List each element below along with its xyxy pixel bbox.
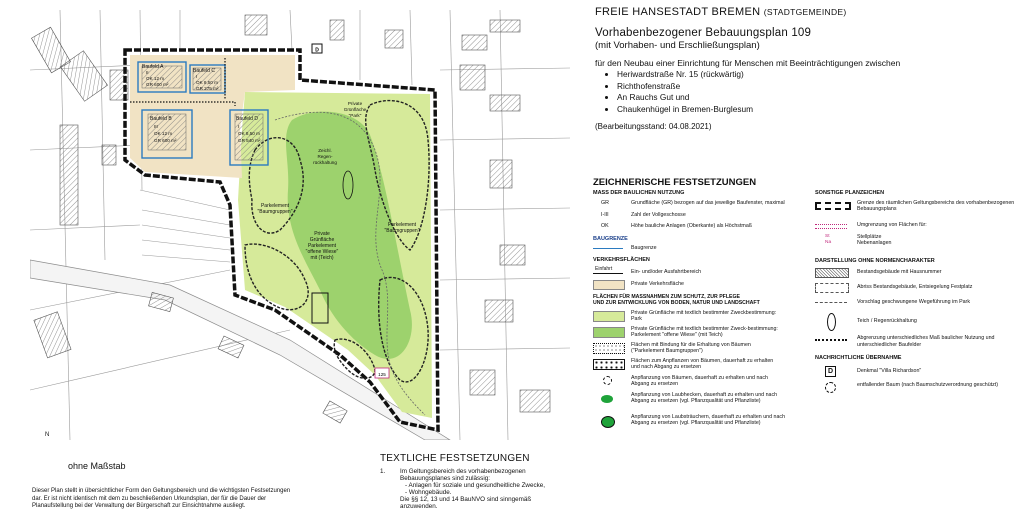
na-code: Na <box>825 240 832 246</box>
st-code: St <box>825 234 830 240</box>
pond-icon <box>827 313 836 331</box>
rain-label-3: rückhaltung <box>313 160 337 165</box>
umgrenzung-icon <box>815 224 847 229</box>
einfahrt-line-icon <box>593 273 623 274</box>
massnahmen-text-5: Anpflanzung von Bäumen, dauerhaft zu erhalten und nach Abgang zu ersetzen <box>631 375 768 388</box>
darstellung-text-1: Bestandsgebäude mit Hausnummer <box>857 269 942 276</box>
legend-right <box>815 190 1015 396</box>
baugrenze-text: Baugrenze <box>631 245 657 252</box>
existing-building-swatch <box>815 268 849 278</box>
sonstige-text-3: Stellplätze Nebenanlagen <box>857 234 892 247</box>
baugrenze-title: BAUGRENZE <box>593 236 628 243</box>
massnahmen-text-3: Flächen mit Bindung für die Erhaltung von Bäumen ("Parkelement Baumgruppen") <box>631 342 751 355</box>
footnote-line-3: Planaufstellung bei der Verwaltung der Bürgerschaft zur Einsichtnahme ausliegt. <box>32 503 246 509</box>
massnahmen-title <box>593 294 808 306</box>
path-icon <box>815 302 847 303</box>
denkmal-icon: D <box>825 366 836 377</box>
buildfield-c-title: Baufeld C <box>193 68 215 74</box>
sonstige-title: SONSTIGE PLANZEICHEN <box>815 190 885 196</box>
nachricht-text-2: entfallender Baum (nach Baumschutzverordnung geschützt) <box>857 381 999 388</box>
tree-binding-swatch <box>593 343 625 354</box>
city-name: FREIE HANSESTADT BREMEN <box>595 6 761 18</box>
text-rules-line-5: Die §§ 12, 13 und 14 BauNVO sind sinngemäß <box>400 496 532 503</box>
monument-letter: D <box>315 47 319 54</box>
park-element-right-2: "Baumgruppen" <box>384 228 420 234</box>
massnahmen-text-2: Private Grünfläche mit textlich bestimmter Zweck-bestimmung: Parkelement "offene Wiese" (mit Teich) <box>631 326 778 339</box>
buildfield-a-title: Baufeld A <box>142 64 164 70</box>
buildfield-d-line1: I <box>238 124 240 129</box>
footnote-line-1: Dieser Plan stellt in übersichtlicher Form den Geltungsbereich und die wichtigsten Festsetzungen <box>32 488 291 494</box>
buildfield-c-line2: OK 8,50 m <box>196 80 218 85</box>
street-list <box>595 69 1015 115</box>
status-text: (Bearbeitungsstand: 04.08.2021) <box>595 122 712 131</box>
private-traffic-swatch <box>593 280 625 290</box>
header-panel <box>595 6 1015 131</box>
meadow-label-2: Grünfläche <box>309 237 335 243</box>
meadow-swatch <box>593 327 625 338</box>
buildfield-c-line3: GR 275 m² <box>196 86 219 91</box>
sonstige-text-2: Umgrenzung von Flächen für: <box>857 222 927 229</box>
text-rules <box>380 468 580 510</box>
buildfield-b-line2: OK 12 m <box>154 131 173 136</box>
legend-left <box>593 190 808 432</box>
mass-code-ok: OK <box>601 223 609 230</box>
darstellung-text-2: Abriss Bestandsgebäude, Entsiegelung Festplatz <box>857 284 973 291</box>
mass-text-i-iii: Zahl der Vollgeschosse <box>631 212 686 219</box>
baugrenze-line-icon <box>593 248 623 249</box>
buildfield-d-line2: OK 8,50 m <box>238 131 260 136</box>
text-rules-line-2: Bebauungsplanes sind zulässig: <box>400 475 490 482</box>
text-rules-number: 1. <box>380 468 386 475</box>
plan-purpose: für den Neubau einer Einrichtung für Menschen mit Beeinträchtigungen zwischen <box>595 58 901 68</box>
meadow-label-3: Parkelement <box>307 243 337 249</box>
plan-title: Vorhabenbezogener Bebauungsplan 109 <box>595 27 812 39</box>
darstellung-title: DARSTELLUNG OHNE NORMENCHARAKTER <box>815 258 935 265</box>
einfahrt-label: Einfahrt <box>595 265 613 272</box>
tree-planting-icon <box>603 376 612 385</box>
street-item: • Richthofenstraße <box>617 81 1015 93</box>
text-rules-line-3: - Anlagen für soziale und gesundheitliche Zwecke, <box>405 482 546 489</box>
city-suffix: (STADTGEMEINDE) <box>763 7 847 17</box>
buildfield-a-line2: OK 12 m <box>146 76 165 81</box>
buildfield-d-line3: GR 540 m² <box>238 138 261 143</box>
park-label-3: "Park" <box>348 113 362 118</box>
tree-planting-area-swatch <box>593 359 625 370</box>
nachricht-text-1: Denkmal "Villa Richardson" <box>857 367 922 374</box>
hedge-icon <box>601 395 613 403</box>
massnahmen-text-1: Private Grünfläche mit textlich bestimmter Zweckbestimmung: Park <box>631 310 777 323</box>
massnahmen-text-6: Anpflanzung von Laubhecken, dauerhaft zu erhalten und nach Abgang zu ersetzen (vgl. Pflanzqualität und Pflanzliste) <box>631 392 778 405</box>
buildfield-b-line1: III <box>154 124 158 129</box>
massnahmen-text-4: Flächen zum Anpflanzen von Bäumen, dauerhaft zu erhalten und nach Abgang zu ersetzen <box>631 358 774 371</box>
park-element-left-label <box>258 203 293 215</box>
park-swatch <box>593 311 625 322</box>
text-rules-line-4: - Wohngebäude. <box>405 489 452 496</box>
park-label-2: Grünfläche <box>343 107 367 112</box>
use-boundary-icon <box>815 339 847 341</box>
site-plan-map <box>30 10 570 440</box>
street-item: • An Rauchs Gut und <box>617 92 1015 104</box>
buildfield-b-title: Baufeld B <box>150 116 172 122</box>
verkehr-title: VERKEHRSFLÄCHEN <box>593 257 650 264</box>
meadow-label-5: mit (Teich) <box>310 255 334 261</box>
buildfield-b-line3: GR 600 m² <box>154 138 177 143</box>
scale-text: ohne Maßstab <box>68 461 126 471</box>
rain-label-2: Regen- <box>317 154 333 159</box>
legend-title: ZEICHNERISCHE FESTSETZUNGEN <box>593 177 757 188</box>
footnote-line-2: dar. Er ist nicht identisch mit dem zu beschließenden Urkundsplan, der für die Dauer der <box>32 495 267 502</box>
massnahmen-text-7: Anpflanzung von Laubsträuchern, dauerhaft zu erhalten und nach Abgang zu ersetzen (vgl. Pflanzqualität und Pflanzliste) <box>631 414 786 427</box>
buildfield-a-line1: II <box>146 70 149 75</box>
private-traffic-text: Private Verkehrsfläche <box>631 280 684 287</box>
text-rules-line-1: Im Geltungsbereich des vorhabenbezogenen <box>400 468 526 475</box>
darstellung-text-3: Vorschlag geschwungene Wegeführung im Park <box>857 299 970 306</box>
demolition-swatch <box>815 283 849 293</box>
park-label-1: Private <box>347 101 363 106</box>
mass-code-gr: GR <box>601 200 609 207</box>
rain-label-1: Zeichl. <box>318 148 332 153</box>
street-item: • Heriwardstraße Nr. 15 (rückwärtig) <box>617 69 1015 81</box>
footnote <box>32 488 372 511</box>
removed-tree-icon <box>825 382 836 393</box>
plan-subtitle: (mit Vorhaben- und Erschließungsplan) <box>595 40 760 51</box>
einfahrt-text: Ein- und/oder Ausfahrtbereich <box>631 268 702 275</box>
city-heading <box>595 6 1015 18</box>
buildfield-a-line3: GR 600 m² <box>146 82 169 87</box>
massnahmen-title-2: UND ZUR ENTWICKLUNG VON BODEN, NATUR UND LANDSCHAFT <box>593 299 760 306</box>
buildfield-d-title: Baufeld D <box>236 116 258 122</box>
park-element-left-2: "Baumgruppen" <box>257 209 293 215</box>
mass-title: MASS DER BAULICHEN NUTZUNG <box>593 190 685 196</box>
nachricht-title: NACHRICHTLICHE ÜBERNAHME <box>815 355 902 362</box>
park-element-left-1: Parkelement <box>260 203 290 209</box>
mass-text-ok: Höhe bauliche Anlagen (Oberkante) als Höchstmaß <box>631 223 753 230</box>
corner-code: 125 <box>378 372 386 377</box>
boundary-icon <box>815 202 851 210</box>
mass-text-gr: Grundfläche (GR) bezogen auf das jeweilige Baufenster, maximal <box>631 200 785 207</box>
massnahmen-title-1: FLÄCHEN FÜR MASSNAHMEN ZUM SCHUTZ, ZUR PFLEGE <box>593 293 740 300</box>
meadow-label-1: Private <box>314 231 330 237</box>
darstellung-text-4: Teich / Regenrückhaltung <box>857 318 917 325</box>
meadow-label-4: "offene Wiese" <box>305 249 339 255</box>
park-element-right-label <box>385 222 420 234</box>
street-item: • Chaukenhügel in Bremen-Burglesum <box>617 104 1015 116</box>
shrub-icon <box>601 416 615 428</box>
sonstige-text-1: Grenze des räumlichen Geltungsbereichs des vorhabenbezogenen Bebauungsplans <box>857 200 1015 213</box>
north-letter: N <box>45 432 50 438</box>
darstellung-text-5: Abgrenzung unterschiedliches Maß baulicher Nutzung und unterschiedlicher Baufelder <box>857 335 995 348</box>
text-rules-line-6: anzuwenden. <box>400 503 438 510</box>
text-rules-title: TEXTLICHE FESTSETZUNGEN <box>380 453 530 464</box>
park-element-right-1: Parkelement <box>387 222 417 228</box>
mass-code-i-iii: I-III <box>601 212 609 219</box>
buildfield-c-line1: I <box>196 74 198 79</box>
